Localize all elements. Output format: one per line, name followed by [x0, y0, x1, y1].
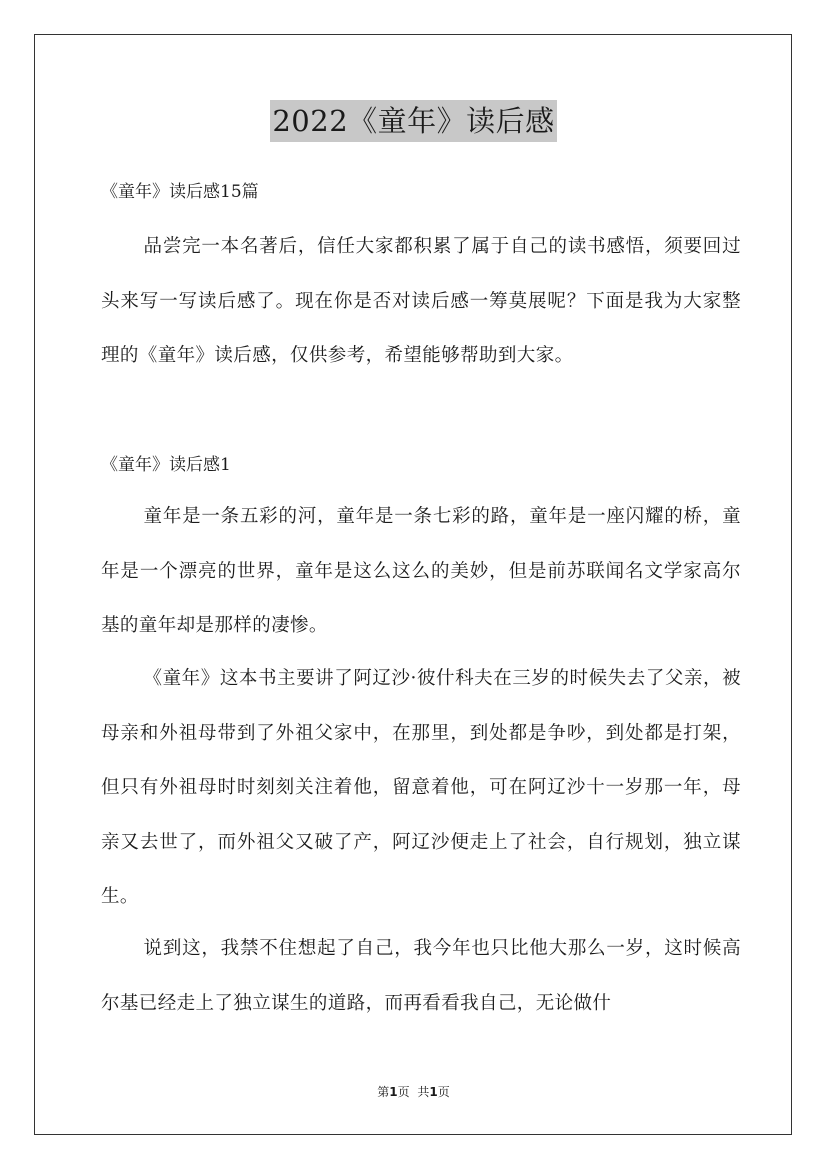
section-heading: 《童年》读后感1 [101, 455, 231, 475]
page-unit: 页 [397, 1085, 410, 1099]
total-unit: 页 [437, 1085, 450, 1099]
page-current: 1 [389, 1085, 398, 1099]
total-prefix: 共 [417, 1085, 430, 1099]
document-title: 2022《童年》读后感 [270, 100, 556, 142]
page-total: 1 [429, 1085, 438, 1099]
page-footer [0, 1083, 827, 1101]
intro-paragraph: 品尝完一本名著后，信任大家都积累了属于自己的读书感悟，须要回过头来写一写读后感了。现在你是否对读后感一筹莫展呢？下面是我为大家整理的《童年》读后感，仅供参考，希望能够帮助到大家。 [101, 236, 741, 366]
document-subtitle: 《童年》读后感15篇 [101, 182, 259, 202]
body-paragraph-1: 童年是一条五彩的河，童年是一条七彩的路，童年是一座闪耀的桥，童年是一个漂亮的世界，童年是这么这么的美妙，但是前苏联闻名文学家高尔基的童年却是那样的凄惨。 [101, 506, 741, 636]
body-paragraph-3: 说到这，我禁不住想起了自己，我今年也只比他大那么一岁，这时候高尔基已经走上了独立谋生的道路，而再看看我自己，无论做什 [101, 938, 741, 1014]
page-prefix: 第 [377, 1085, 390, 1099]
body-paragraph-2: 《童年》这本书主要讲了阿辽沙·彼什科夫在三岁的时候失去了父亲，被母亲和外祖母带到了外祖父家中，在那里，到处都是争吵，到处都是打架，但只有外祖母时时刻刻关注着他，留意着他，可在阿辽沙十一岁那一年，母亲又去世了，而外祖父又破了产，阿辽沙便走上了社会，自行规划，独立谋生。 [101, 668, 741, 907]
title-container [0, 100, 827, 142]
